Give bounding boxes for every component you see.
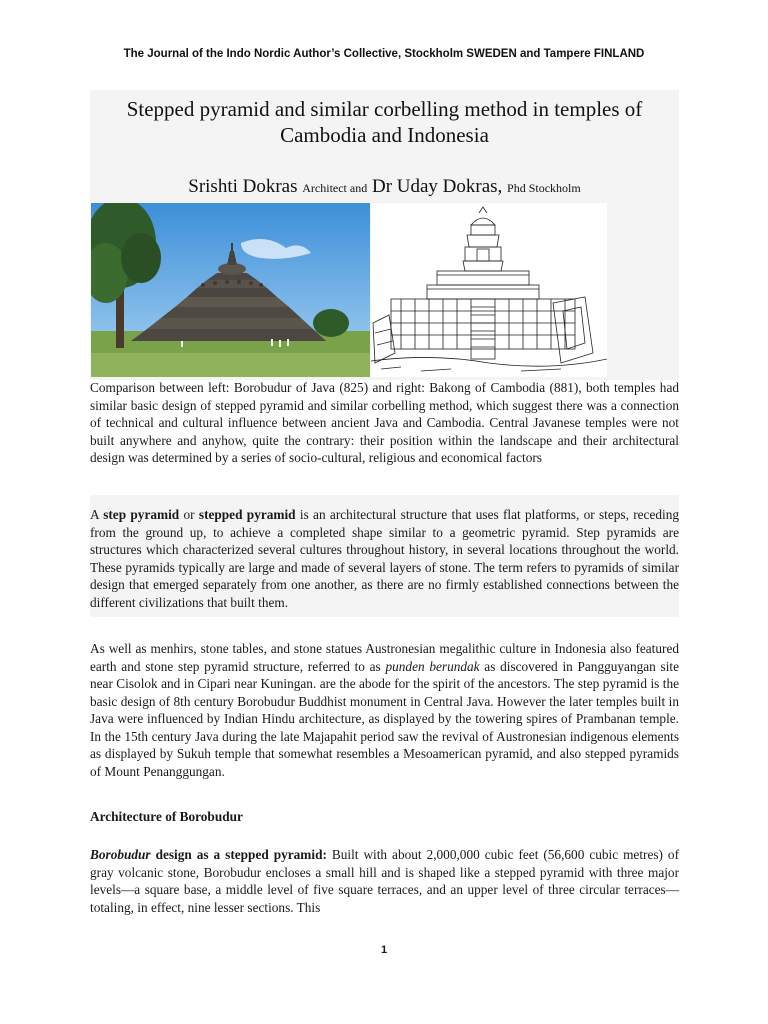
- term-punden-berundak: punden berundak: [385, 658, 480, 674]
- para2-text-rest: as discovered in Pangguyangan site near Cisolok and in Cipari near Kuningan. are the abode for the spirit of the ancestors. The step pyramid is the basic design of 8th century Borobudur Buddhist monument in Central Java. However the later temples built in Java were influenced by Indian Hindu architecture, as displayed by the towering spires of Prambanan temple. In the 15th century Java during the late Majapahit period saw the revival of Austronesian indigenous elements as displayed by Sukuh temple that somewhat resembles a Mesoamerican pyramid, and also stepped pyramids of Mount Penanggungan.: [90, 658, 679, 779]
- borobudur-paragraph: [90, 846, 679, 916]
- image-caption: Comparison between left: Borobudur of Java (825) and right: Bakong of Cambodia (881), both temples had similar basic design of stepped pyramid and similar corbelling method, which suggest there was a connection of technical and cultural influence between ancient Java and Cambodia. Central Javanese temples were not built anywhere and anyhow, quite the contrary: their position within the landscape and their architectural design was determined by a series of socio-cultural, religious and economical factors: [90, 380, 679, 465]
- bakong-sketch: [371, 203, 607, 377]
- borobudur-photo: [91, 203, 370, 377]
- author-1-role: Architect and: [302, 181, 368, 195]
- step-pyramid-definition: [90, 506, 679, 611]
- author-2-name: Dr Uday Dokras,: [371, 176, 503, 197]
- para1-text-c: or: [179, 507, 199, 522]
- section-heading: Architecture of Borobudur: [90, 809, 243, 824]
- page-number: 1: [380, 944, 388, 956]
- title-line-2: Cambodia and Indonesia: [280, 123, 489, 147]
- author-line: [90, 176, 679, 198]
- term-stepped-pyramid: stepped pyramid: [198, 507, 296, 522]
- author-2-role: Phd Stockholm: [507, 181, 581, 195]
- title-line-1: Stepped pyramid and similar corbelling method in temples of: [126, 97, 643, 121]
- para2-text-a: As well as menhirs, stone tables, and stone statues Austronesian megalithic culture in Indonesia also featured earth and stone step pyramid structure, referred to as: [90, 641, 679, 674]
- austronesian-paragraph: [90, 640, 679, 780]
- para1-text-a: A: [90, 507, 104, 522]
- author-1-name: Srishti Dokras: [188, 176, 298, 197]
- para1-text-rest: is an architectural structure that uses flat platforms, or steps, receding from the ground up, to achieve a completed shape similar to a geometric pyramid. Step pyramids are structures which characterized several cultures throughout history, in several locations throughout the world. These pyramids typically are large and made of several layers of stone. The term refers to pyramids of similar design that emerged separately from one another, as there are no firmly established connections between the different civilizations that built them.: [90, 507, 679, 610]
- term-borobudur: Borobudur: [90, 847, 151, 862]
- term-step-pyramid: step pyramid: [103, 507, 180, 522]
- journal-header: The Journal of the Indo Nordic Author’s Collective, Stockholm SWEDEN and Tampere FINLAND: [123, 48, 645, 60]
- para3-text-rest: Built with about 2,000,000 cubic feet (56,600 cubic metres) of gray volcanic stone, Borobudur encloses a small hill and is shaped like a stepped pyramid with three major levels—a square base, a middle level of five square terraces, and an upper level of three circular terraces—totaling, in effect, nine lesser sections. This: [90, 847, 679, 915]
- article-title: [90, 96, 679, 148]
- para3-bold-label: design as a stepped pyramid:: [150, 847, 327, 862]
